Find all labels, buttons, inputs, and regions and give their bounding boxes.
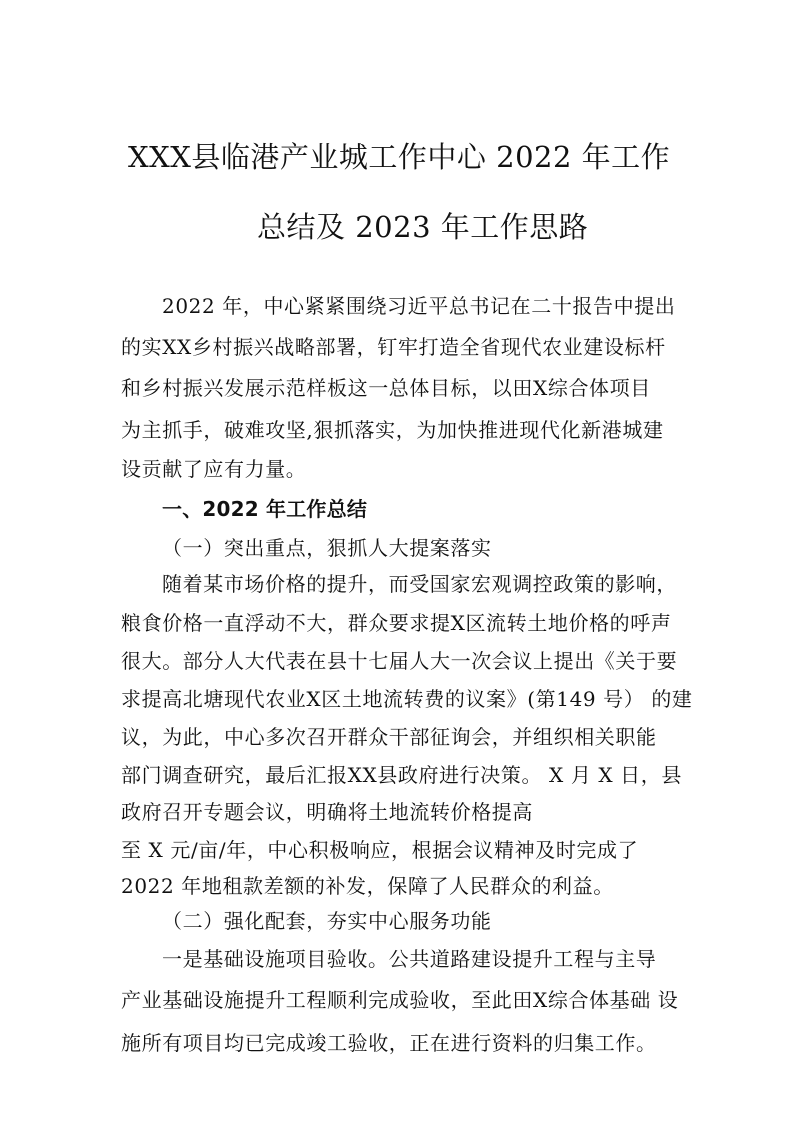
section-heading: 一、2022 年工作总结	[162, 497, 368, 521]
intro-line: 2022 年，中心紧紧围绕习近平总书记在二十报告中提出	[162, 294, 676, 318]
paragraph-line: 一是基础设施项目验收。公共道路建设提升工程与主导	[162, 947, 657, 971]
paragraph-line: 政府召开专题会议，明确将土地流转价格提高	[121, 800, 533, 824]
intro-line: 为主抓手，破难攻坚,狠抓落实，为加快推进现代化新港城建	[121, 418, 664, 442]
paragraph-line: 产业基础设施提升工程顺利完成验收，至此田X综合体基础 设	[121, 988, 679, 1012]
document-title-line-1: XXX县临港产业城工作中心 2022 年工作	[128, 140, 671, 174]
subsection-heading: （二）强化配套，夯实中心服务功能	[162, 909, 492, 933]
intro-line: 和乡村振兴发展示范样板这一总体目标，以田X综合体项目	[121, 376, 651, 400]
paragraph-line: 很大。部分人大代表在县十七届人大一次会议上提出《关于要	[121, 649, 678, 673]
document-title-line-2: 总结及 2023 年工作思路	[257, 210, 589, 244]
paragraph-line: 至 X 元/亩/年，中心积极响应，根据会议精神及时完成了	[121, 838, 639, 862]
intro-line: 设贡献了应有力量。	[121, 457, 307, 481]
paragraph-line: 部门调查研究，最后汇报XX县政府进行决策。 X 月 X 日，县	[121, 763, 682, 787]
paragraph-line: 施所有项目均已完成竣工验收，正在进行资料的归集工作。	[121, 1031, 657, 1055]
paragraph-line: 议，为此，中心多次召开群众干部征询会，并组织相关职能	[121, 725, 657, 749]
intro-line: 的实XX乡村振兴战略部署，钉牢打造全省现代农业建设标杆	[121, 335, 666, 359]
subsection-heading: （一）突出重点，狠抓人大提案落实	[162, 536, 492, 560]
paragraph-line: 2022 年地租款差额的补发，保障了人民群众的利益。	[121, 874, 614, 898]
paragraph-line: 求提高北塘现代农业X区土地流转费的议案》(第149 号） 的建	[121, 687, 693, 711]
paragraph-line: 随着某市场价格的提升，而受国家宏观调控政策的影响，	[162, 572, 677, 596]
paragraph-line: 粮食价格一直浮动不大，群众要求提X区流转土地价格的呼声	[121, 611, 672, 635]
